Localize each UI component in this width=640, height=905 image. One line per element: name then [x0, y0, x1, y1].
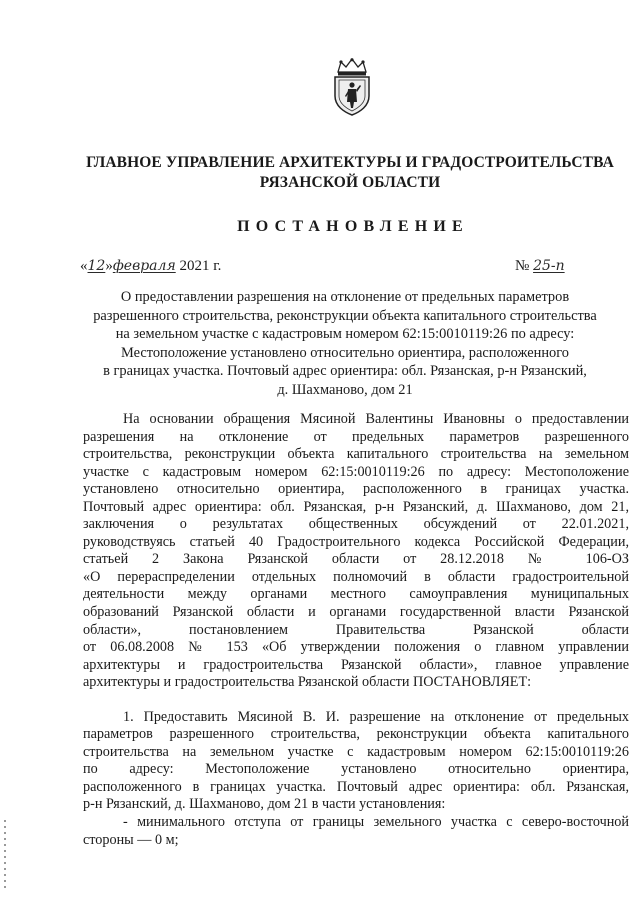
body-line: параметров разрешенного строительства, реконструкции объекта капитального	[83, 726, 629, 743]
body-line: образований Рязанской области и органами государственной власти Рязанской	[83, 604, 629, 621]
number-handwritten: 25-п	[533, 258, 565, 274]
organization-name-line2: РЯЗАНСКОЙ ОБЛАСТИ	[259, 174, 441, 191]
date-month-handwritten: февраля	[112, 258, 176, 274]
date-close-quote: »	[105, 258, 113, 274]
date-day-handwritten: 12	[87, 258, 106, 274]
document-date	[80, 258, 221, 275]
body-line: руководствуясь статьей 40 Градостроительного кодекса Российской Федерации,	[83, 533, 629, 550]
scan-margin-mark	[4, 820, 6, 890]
body-line: На основании обращения Мясиной Валентины Ивановны о предоставлении	[123, 411, 629, 427]
date-open-quote: «	[80, 258, 88, 274]
body-line: по адресу: Местоположение установлено относительно ориентира,	[83, 761, 629, 778]
body-line: стороны — 0 м;	[83, 831, 179, 848]
body-line: расположенного в границах участка. Почтовый адрес ориентира: обл. Рязанская,	[83, 778, 629, 795]
document-number	[515, 258, 565, 275]
body-line: статьей 2 Закона Рязанской области от 28.12.2018 № 106-ОЗ	[83, 551, 629, 568]
subject-line: на земельном участке с кадастровым номером 62:15:0010119:26 по адресу:	[115, 326, 575, 342]
subject-line: разрешенного строительства, реконструкции объекта капитального строительства	[93, 307, 597, 324]
document-body	[83, 411, 629, 849]
body-line: архитектуры и градостроительства Рязанской области», главное управление	[83, 656, 629, 673]
body-line: 1. Предоставить Мясиной В. И. разрешение на отклонение от предельных	[123, 708, 629, 725]
body-line: «О перераспределении отдельных полномочий в области градостроительной	[83, 568, 629, 585]
subject-line: д. Шахманово, дом 21	[277, 381, 413, 398]
body-line: от 06.08.2008 № 153 «Об утверждении положения о главном управлении	[83, 639, 629, 656]
subject-line: в границах участка. Почтовый адрес ориентира: обл. Рязанская, р-н Рязанский,	[103, 363, 587, 379]
coat-of-arms-icon	[329, 58, 375, 116]
body-line: установлено относительно ориентира, расположенного в границах участка.	[83, 481, 629, 498]
body-line: области», постановлением Правительства Рязанской области	[83, 621, 629, 638]
body-line: строительства на земельном участке с кадастровым номером 62:15:0010119:26	[83, 743, 629, 760]
body-line: разрешения на отклонение от предельных параметров разрешенного	[83, 428, 629, 445]
organization-name-line1: ГЛАВНОЕ УПРАВЛЕНИЕ АРХИТЕКТУРЫ И ГРАДОСТРОИТЕЛЬСТВА	[86, 154, 614, 171]
number-sign: №	[515, 258, 530, 274]
body-line: деятельности между органами местного самоуправления муниципальных	[83, 586, 629, 603]
body-line: строительства, реконструкции объекта капитального строительства на земельном	[83, 446, 629, 463]
body-line: заключения о результатах общественных обсуждений от 22.01.2021,	[83, 516, 629, 533]
body-line: Почтовый адрес ориентира: обл. Рязанская, р-н Рязанский, д. Шахманово, дом 21,	[83, 498, 629, 515]
paragraph-gap	[83, 692, 629, 709]
subject-line: Местоположение установлено относительно ориентира, расположенного	[121, 344, 569, 361]
body-line: архитектуры и градостроительства Рязанской области ПОСТАНОВЛЯЕТ:	[83, 674, 532, 691]
subject-line: О предоставлении разрешения на отклонение от предельных параметров	[120, 289, 570, 305]
document-type-title: ПОСТАНОВЛЕНИЕ	[237, 218, 469, 235]
body-line: р-н Рязанский, д. Шахманово, дом 21 в части установления:	[83, 796, 446, 813]
document-subject	[62, 288, 628, 399]
body-line: - минимального отступа от границы земельного участка с северо-восточной	[123, 814, 629, 831]
body-line: участке с кадастровым номером 62:15:0010119:26 по адресу: Местоположение	[83, 463, 629, 480]
date-year: 2021 г.	[179, 258, 222, 274]
